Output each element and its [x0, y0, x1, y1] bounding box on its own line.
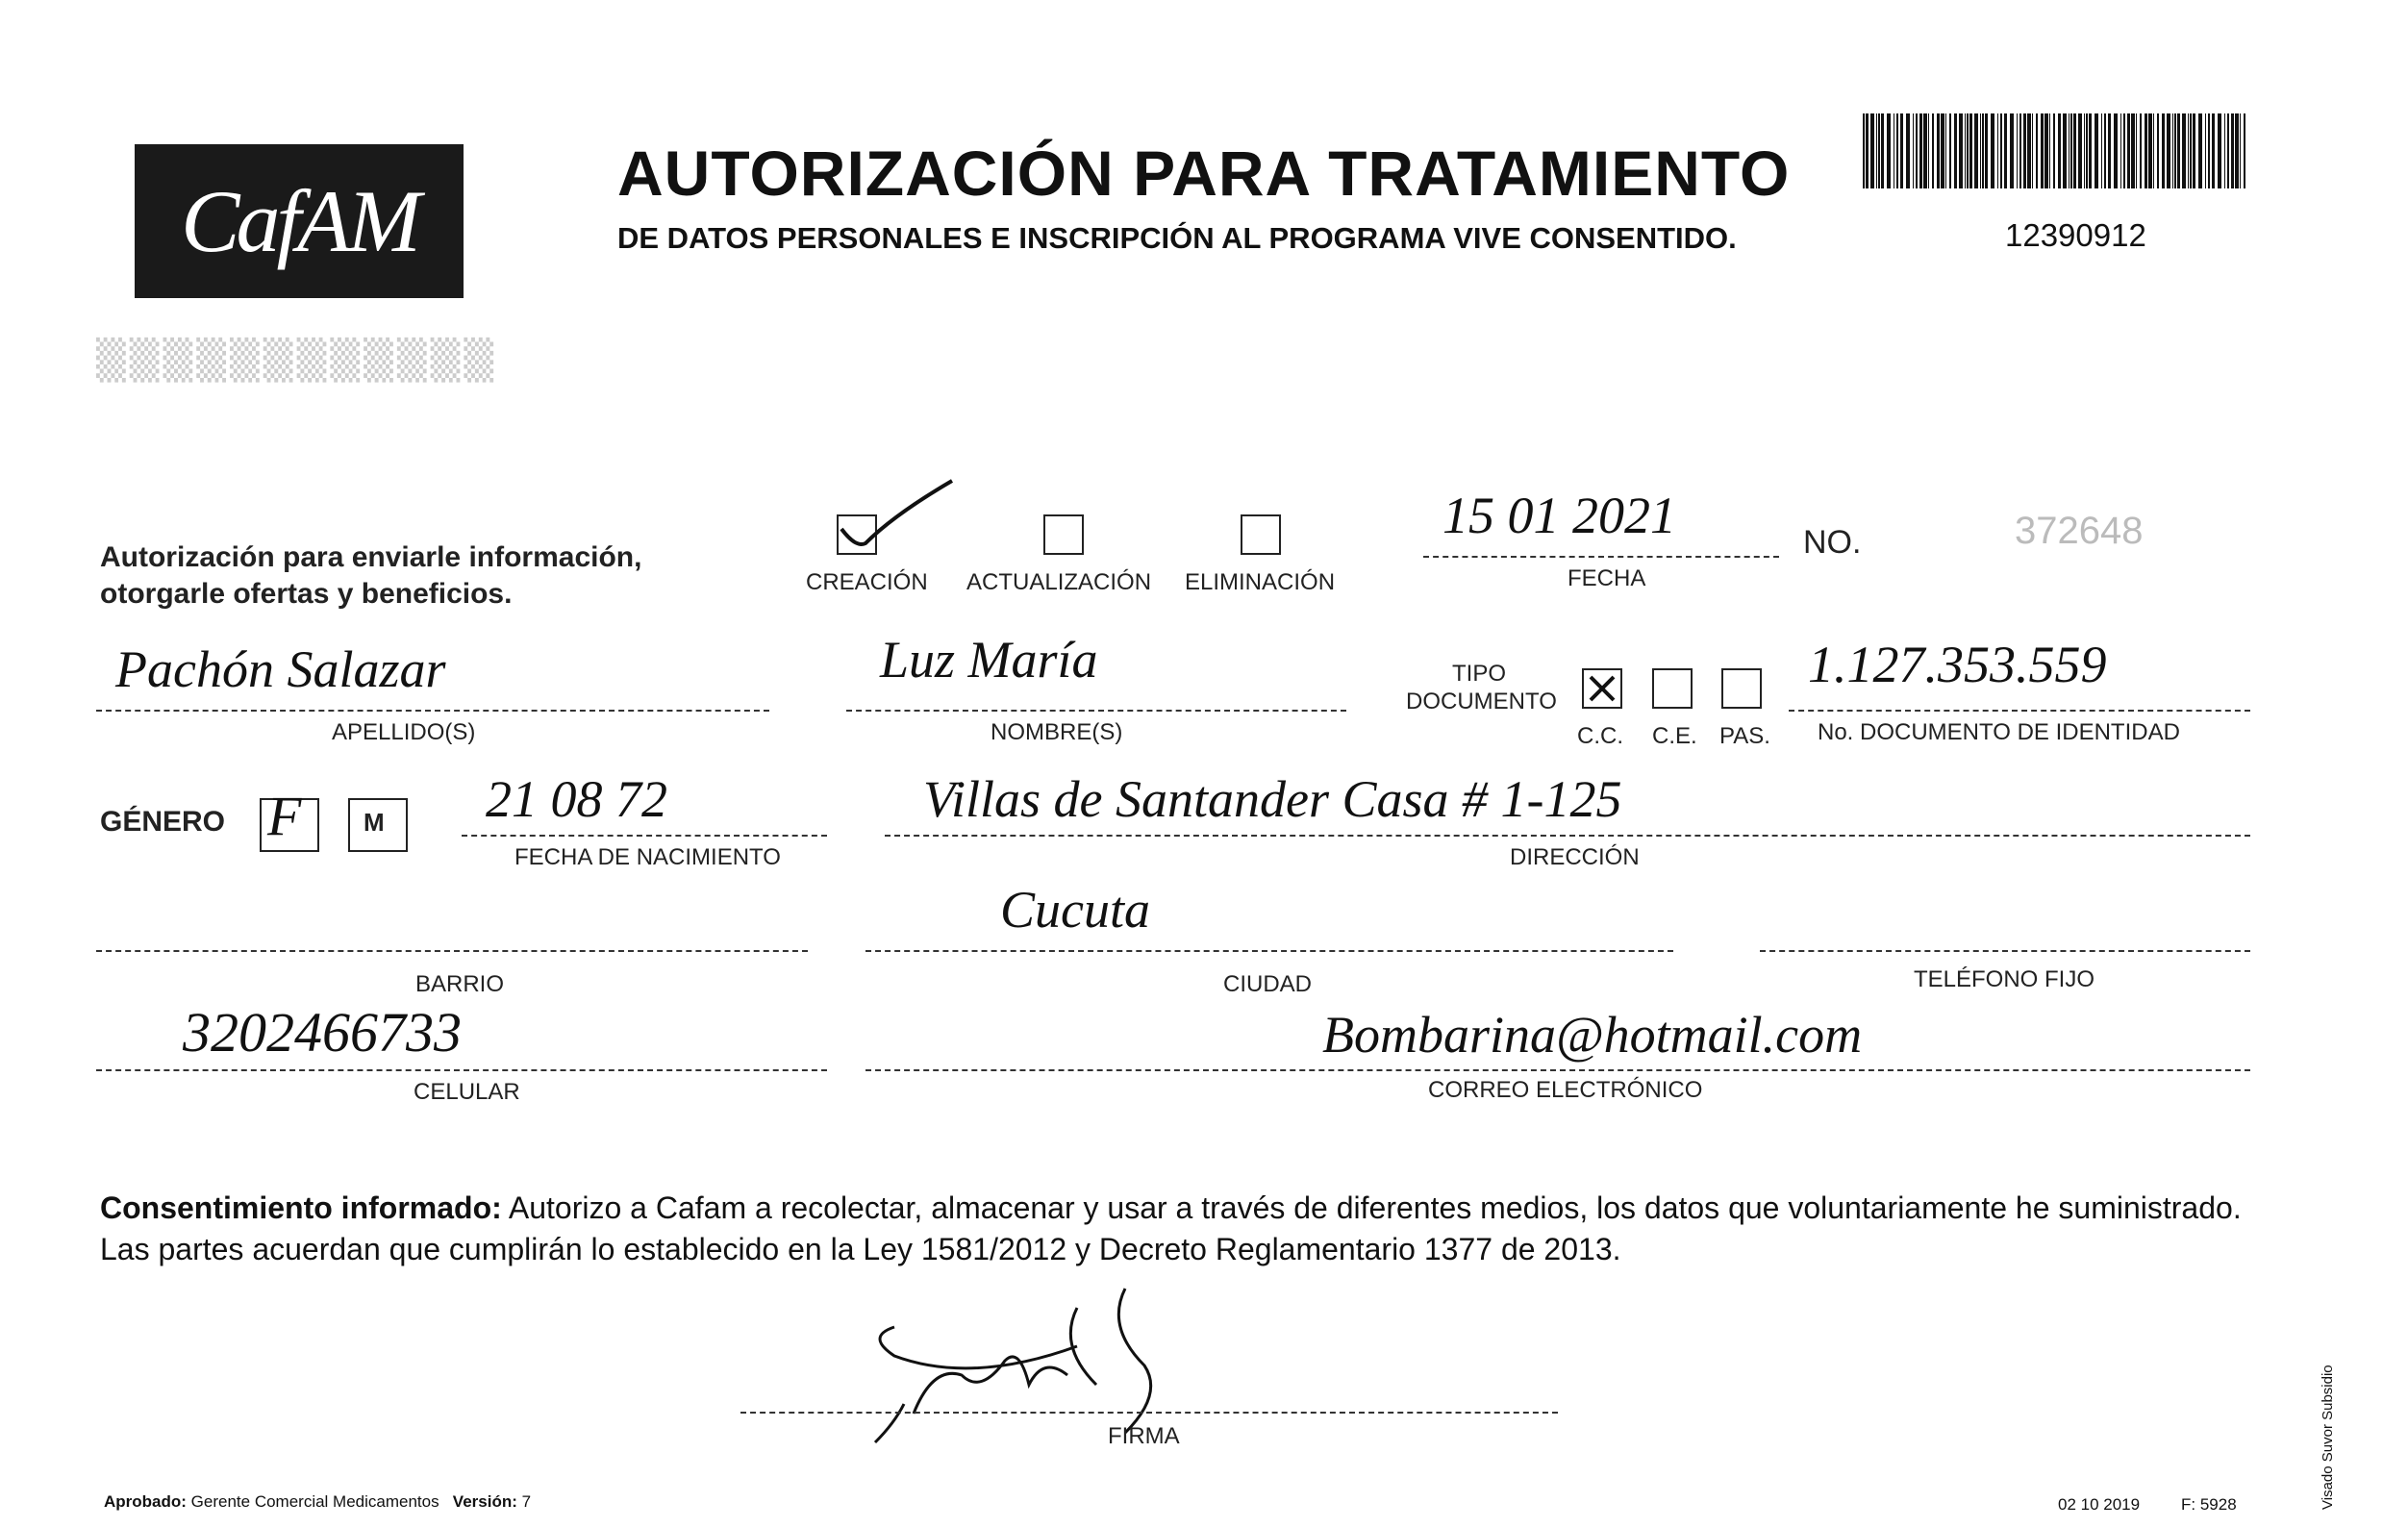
- telefono-label: TELÉFONO FIJO: [1914, 966, 2095, 992]
- actualizacion-checkbox[interactable]: [1043, 514, 1084, 555]
- birth-label-text: FECHA DE NACIMIENTO: [514, 844, 781, 870]
- birth-value[interactable]: 21 08 72: [486, 770, 667, 828]
- option-actualizacion-label: ACTUALIZACIÓN: [966, 569, 1152, 595]
- x-mark-icon: [1585, 671, 1619, 706]
- document-title: AUTORIZACIÓN PARA TRATAMIENTO: [617, 138, 1791, 209]
- version-value: 7: [521, 1492, 532, 1511]
- celular-line: [96, 1069, 827, 1071]
- correo-value[interactable]: Bombarina@hotmail.com: [1322, 1006, 1863, 1064]
- ciudad-line: [865, 950, 1673, 952]
- doc-type-ce-label: C.E.: [1652, 723, 1697, 749]
- consent-text: Autorizo a Cafam a recolectar, almacenar y usar a través de diferentes medios, los datos que voluntariamente he suministrado. Las partes acuerdan que cumplirán lo establecido en la Ley 1581/2012 y Decreto Reglamentario 1377 de 2013.: [100, 1190, 2242, 1266]
- consent-lead: Consentimiento informado:: [100, 1190, 502, 1225]
- authorization-label-line1: Autorización para enviarle información,: [100, 541, 642, 573]
- ciudad-value[interactable]: Cucuta: [1000, 881, 1150, 939]
- apellidos-value[interactable]: Pachón Salazar: [115, 640, 446, 698]
- barcode-image: [1861, 113, 2250, 188]
- footer-code: F: 5928: [2181, 1495, 2237, 1514]
- check-mark-icon: [827, 476, 962, 563]
- barrio-label: BARRIO: [415, 971, 505, 997]
- tipo-doc-label-2: DOCUMENTO: [1406, 689, 1557, 714]
- celular-value[interactable]: 3202466733: [183, 1001, 462, 1064]
- correo-line: [865, 1069, 2250, 1071]
- document-subtitle: DE DATOS PERSONALES E INSCRIPCIÓN AL PROGRAMA VIVE CONSENTIDO.: [617, 221, 1737, 255]
- doc-number-label: No. DOCUMENTO DE IDENTIDAD: [1818, 719, 2180, 745]
- fecha-label: FECHA: [1568, 565, 1646, 591]
- aprobado-label: Aprobado:: [104, 1492, 187, 1511]
- logo-text: CafAM: [181, 172, 417, 270]
- footer-date: 02 10 2019: [2058, 1495, 2141, 1514]
- no-label: NO.: [1803, 524, 1862, 561]
- doc-type-pas-label: PAS.: [1719, 723, 1770, 749]
- version-label: Versión:: [452, 1492, 517, 1511]
- direccion-value[interactable]: Villas de Santander Casa # 1-125: [923, 770, 1622, 828]
- nombres-value[interactable]: Luz María: [880, 631, 1098, 689]
- ce-checkbox[interactable]: [1652, 668, 1693, 709]
- genero-m-label: M: [364, 808, 385, 837]
- birth-line: [462, 835, 827, 837]
- cafam-logo: [135, 144, 464, 298]
- authorization-label-line2: otorgarle ofertas y beneficios.: [100, 578, 513, 610]
- ciudad-label: CIUDAD: [1223, 971, 1313, 997]
- correo-label: CORREO ELECTRÓNICO: [1428, 1077, 1703, 1103]
- eliminacion-checkbox[interactable]: [1241, 514, 1281, 555]
- option-creacion-label: CREACIÓN: [806, 569, 928, 595]
- footer-aprobado: [104, 1492, 531, 1512]
- barcode-number: 12390912: [2005, 217, 2146, 253]
- celular-label: CELULAR: [414, 1079, 520, 1105]
- nombres-label: NOMBRE(S): [991, 719, 1123, 745]
- doc-number-value[interactable]: 1.127.353.559: [1808, 636, 2107, 693]
- doc-number-line: [1789, 710, 2250, 712]
- telefono-line: [1760, 950, 2250, 952]
- consent-paragraph: [100, 1188, 2245, 1270]
- direccion-line: [885, 835, 2250, 837]
- blurred-stamp: ▒▒▒▒▒▒▒▒▒▒▒▒: [96, 338, 498, 383]
- signature-line: [740, 1412, 1558, 1414]
- side-stamp-text: Visado Suvor Subsidio: [2320, 1365, 2336, 1510]
- no-value: 372648: [2015, 510, 2144, 552]
- apellidos-label: APELLIDO(S): [332, 719, 476, 745]
- direccion-label: DIRECCIÓN: [1510, 844, 1640, 870]
- genero-f-mark: F: [267, 785, 302, 847]
- fecha-value[interactable]: 15 01 2021: [1442, 487, 1676, 544]
- signature-drawing: [837, 1269, 1241, 1462]
- pas-checkbox[interactable]: [1721, 668, 1762, 709]
- apellidos-line: [96, 710, 769, 712]
- nombres-line: [846, 710, 1346, 712]
- signature-label: FIRMA: [1108, 1423, 1180, 1449]
- option-eliminacion-label: ELIMINACIÓN: [1185, 569, 1336, 595]
- doc-type-cc-label: C.C.: [1577, 723, 1623, 749]
- genero-label: GÉNERO: [100, 806, 226, 838]
- aprobado-value: Gerente Comercial Medicamentos: [190, 1492, 439, 1511]
- tipo-doc-label-1: TIPO: [1452, 661, 1507, 687]
- fecha-line: [1423, 556, 1779, 558]
- barrio-line: [96, 950, 808, 952]
